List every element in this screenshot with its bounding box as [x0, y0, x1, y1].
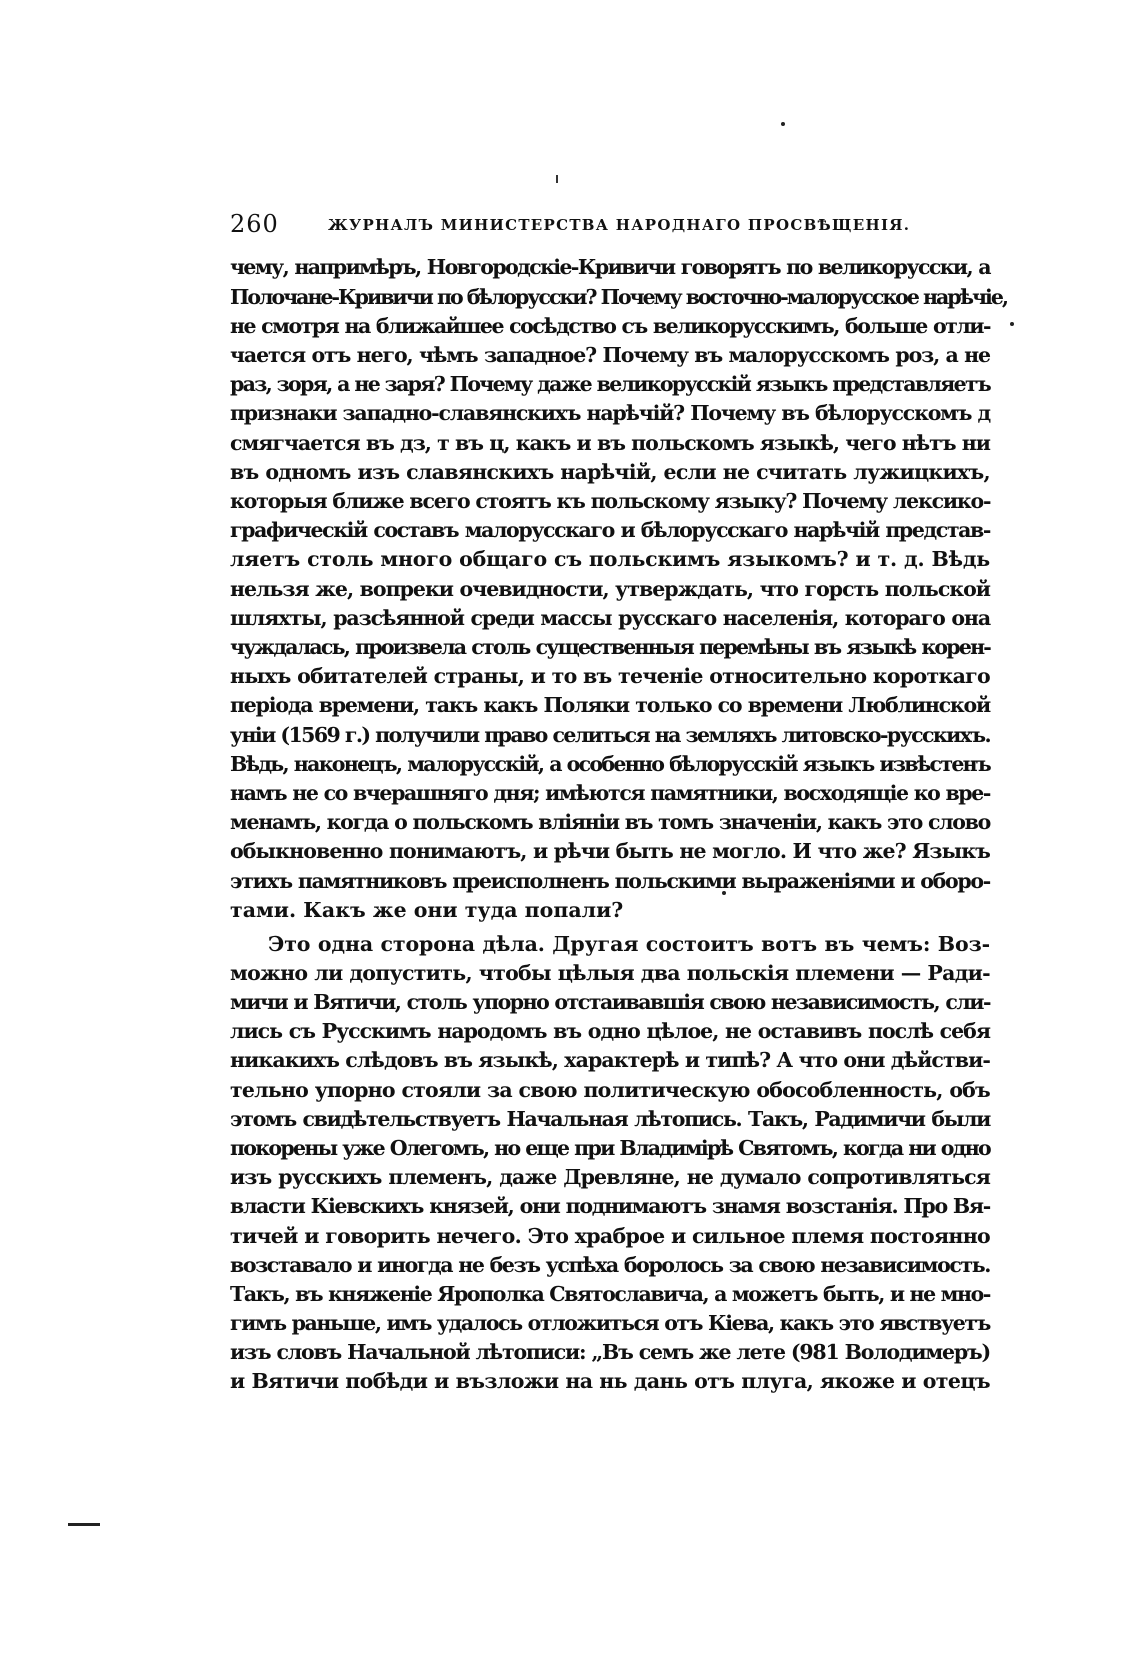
- text-line: гимъ раньше, имъ удалось отложиться отъ Кіева, какъ это явствуетъ: [230, 1311, 990, 1335]
- text-line: лись съ Русскимъ народомъ въ одно цѣлое, не оставивъ послѣ себя: [230, 1019, 990, 1043]
- text-line: не смотря на ближайшее сосѣдство съ великорусскимъ, больше отли-: [230, 314, 990, 338]
- text-line: можно ли допустить, чтобы цѣлыя два польскія племени — Ради-: [230, 961, 990, 985]
- text-line: Полочане-Кривичи по бѣлорусски? Почему восточно-малорусское нарѣчіе,: [230, 285, 1008, 309]
- text-line: покорены уже Олегомъ, но еще при Владимірѣ Святомъ, когда ни одно: [230, 1136, 990, 1160]
- text-line: тами. Какъ же они туда попали?: [230, 898, 624, 922]
- text-line: этомъ свидѣтельствуетъ Начальная лѣтопись. Такъ, Радимичи были: [230, 1107, 990, 1131]
- text-line: и Вятичи побѣди и възложи на нь дань отъ плуга, якоже и отецъ: [230, 1369, 990, 1393]
- text-line: тельно упорно стояли за свою политическую обособленность, объ: [230, 1078, 990, 1102]
- text-line: шляхты, разсѣянной среди массы русскаго населенія, котораго она: [230, 606, 990, 630]
- text-line: этихъ памятниковъ преисполненъ польскими выраженіями и оборо-: [230, 869, 990, 893]
- text-line: раз, зоря, а не заря? Почему даже великорусскій языкъ представляетъ: [230, 372, 990, 396]
- page-number: 260: [230, 210, 279, 238]
- text-line: ныхъ обитателей страны, и то въ теченіе относительно короткаго: [230, 664, 990, 688]
- text-line: чуждалась, произвела столь существенныя перемѣны въ языкѣ корен-: [230, 635, 990, 659]
- text-line: тичей и говорить нечего. Это храброе и сильное племя постоянно: [230, 1224, 990, 1248]
- text-line: графическій составъ малорусскаго и бѣлорусскаго нарѣчій представ-: [230, 518, 990, 542]
- text-line: чему, напримѣръ, Новгородскіе-Кривичи говорятъ по великорусски, а: [230, 255, 990, 279]
- text-line: обыкновенно понимаютъ, и рѣчи быть не могло. И что же? Языкъ: [230, 839, 990, 863]
- text-line: намъ не со вчерашняго дня; имѣются памятники, восходящіе ко вре-: [230, 781, 990, 805]
- text-line: ляетъ столь много общаго съ польскимъ языкомъ? и т. д. Вѣдь: [230, 547, 990, 571]
- text-line: періода времени, такъ какъ Поляки только со времени Люблинской: [230, 693, 990, 717]
- text-line: возставало и иногда не безъ успѣха боролось за свою независимость.: [230, 1253, 990, 1277]
- text-line: Это одна сторона дѣла. Другая состоитъ вотъ въ чемъ: Воз-: [268, 932, 990, 956]
- scan-speck: [1010, 322, 1014, 326]
- running-head: ЖУРНАЛЪ МИНИСТЕРСТВА НАРОДНАГО ПРОСВѢЩЕНІЯ.: [328, 216, 911, 234]
- text-line: уніи (1569 г.) получили право селиться на земляхъ литовско-русскихъ.: [230, 723, 990, 747]
- text-line: смягчается въ дз, т въ ц, какъ и въ польскомъ языкѣ, чего нѣтъ ни: [230, 431, 990, 455]
- page-header: [230, 210, 990, 244]
- text-line: изъ русскихъ племенъ, даже Древляне, не думало сопротивляться: [230, 1165, 990, 1189]
- text-line: признаки западно-славянскихъ нарѣчій? Почему въ бѣлорусскомъ д: [230, 401, 990, 425]
- text-line: мичи и Вятичи, столь упорно отстаивавшія свою независимость, сли-: [230, 990, 990, 1014]
- text-line: менамъ, когда о польскомъ вліяніи въ томъ значеніи, какъ это слово: [230, 810, 990, 834]
- margin-mark: [68, 1523, 100, 1526]
- text-line: чается отъ него, чѣмъ западное? Почему въ малорусскомъ роз, а не: [230, 343, 990, 367]
- text-line: Вѣдь, наконецъ, малорусскій, а особенно бѣлорусскій языкъ извѣстенъ: [230, 752, 990, 776]
- scan-speck: [556, 175, 558, 183]
- text-line: никакихъ слѣдовъ въ языкѣ, характерѣ и типѣ? А что они дѣйстви-: [230, 1048, 991, 1072]
- text-line: изъ словъ Начальной лѣтописи: „Въ семъ же лете (981 Володимеръ): [230, 1340, 990, 1364]
- scan-speck: [781, 122, 785, 126]
- text-line: въ одномъ изъ славянскихъ нарѣчій, если не считать лужицкихъ,: [230, 460, 990, 484]
- text-line: которыя ближе всего стоятъ къ польскому языку? Почему лексико-: [230, 489, 991, 513]
- text-line: Такъ, въ княженіе Ярополка Святославича, а можетъ быть, и не мно-: [230, 1282, 990, 1306]
- text-line: нельзя же, вопреки очевидности, утверждать, что горсть польской: [230, 577, 990, 601]
- text-line: власти Кіевскихъ князей, они поднимаютъ знамя возстанія. Про Вя-: [230, 1194, 990, 1218]
